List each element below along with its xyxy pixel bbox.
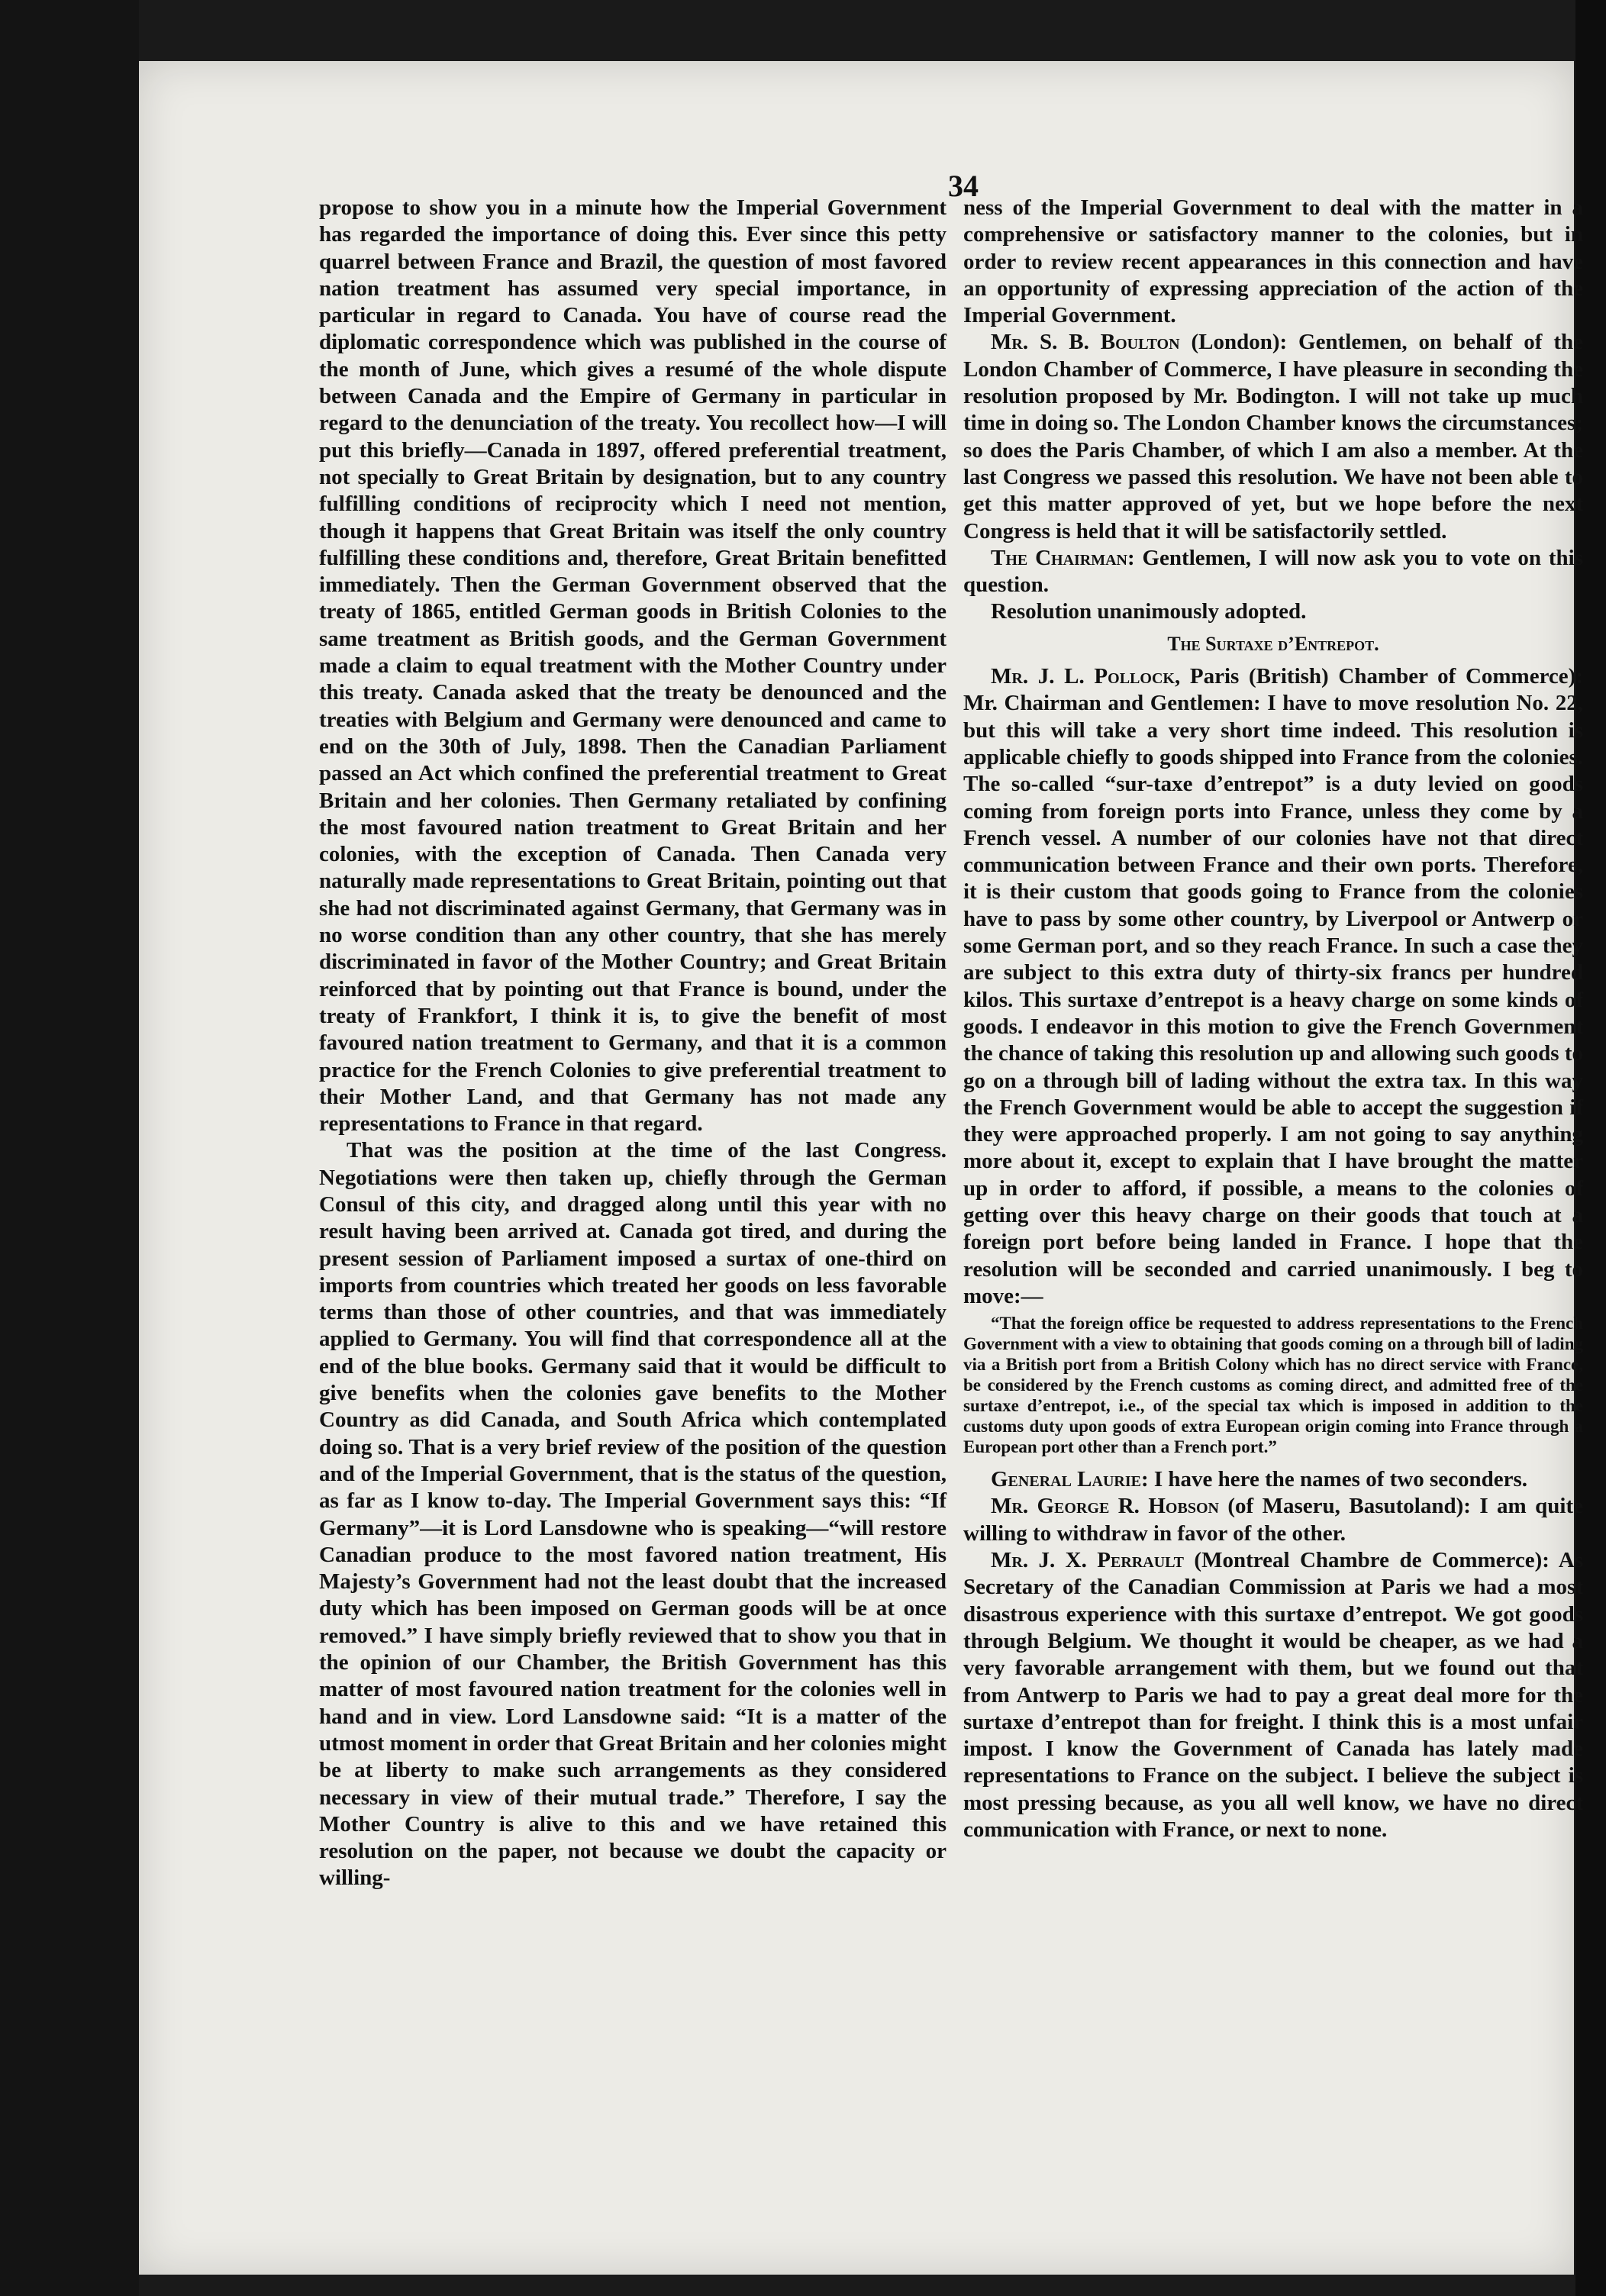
right-column [963,195,1583,1843]
paragraph [963,1493,1583,1547]
paragraph [963,1466,1583,1493]
speech-text: (London): Gentlemen, on behalf of the London Chamber of Commerce, I have pleasure in seconding the resolution proposed by Mr. Bodington. I will not take up much time in doing so. The London Chamber knows the circumstances; so does the Paris Chamber, of which I am also a member. At the last Congress we passed this resolution. We have not been able to get this matter approved of yet, but we hope before the next Congress is held that it will be satisfactorily settled. [963,330,1583,543]
paragraph: Resolution unanimously adopted. [991,599,1307,624]
speech-text: , Paris (British) Chamber of Commerce): Mr. Chairman and Gentlemen: I have to move resolution No. 22, but this will take a very short time indeed. This resolution is applicable chiefly to goods shipped into France from the colonies. The so-called “sur-taxe d’entrepot” is a duty levied on goods coming from foreign ports into France, unless they come by a French vessel. A number of our colonies have not that direct communication between France and their own ports. Therefore, it is their custom that goods going to France from the colonies have to pass by some other country, by Liverpool or Antwerp or some German port, and so they reach France. In such a case they are subject to this extra duty of thirty-six francs per hundred kilos. This surtaxe d’entrepot is a heavy charge on some kinds of goods. I endeavor in this motion to give the French Government the chance of taking this resolution up and allowing such goods to go on a through bill of lading without the extra tax. In this way the French Government would be able to accept the suggestion if they were approached properly. I am not going to say anything more about it, except to explain that I have brought the matter up in order to afford, if possible, a means to the colonies of getting over this heavy charge on their goods that touch at a foreign port before being landed in France. I hope that the resolution will be seconded and carried unanimously. I beg to move:— [963,664,1583,1308]
scan-border-left [0,0,139,2296]
left-column [319,195,947,1892]
speaker-name: General Laurie [991,1467,1141,1492]
speaker-name: Mr. J. L. Pollock [991,664,1175,689]
paragraph [963,1547,1583,1843]
resolution-quote: “That the foreign office be requested to address representations to the French Government with a view to obtaining that goods coming on a through bill of lading via a British port from a British Colony which has no direct service with France, be considered by the French customs as coming direct, and admitted free of the surtaxe d’entrepot, i.e., of the special tax which is imposed in addition to the customs duty upon goods of extra European origin coming into France through a European port other than a French port.” [963,1314,1583,1457]
section-heading: The Surtaxe d’Entrepot. [1167,632,1379,655]
speech-text: (Montreal Chambre de Commerce): As Secretary of the Canadian Commission at Paris we had a most disastrous experience with this surtaxe d’entrepot. We got goods through Belgium. We thought it would be cheaper, as we had a very favorable arrangement with them, but we found out that from Antwerp to Paris we had to pay a great deal more for the surtaxe d’entrepot than for freight. I think this is a most unfair impost. I know the Government of Canada has lately made representations to France on the subject. I believe the subject is most pressing because, as you all well know, we have no direct communication with France, or next to none. [963,1548,1583,1843]
paragraph: propose to show you in a minute how the Imperial Government has regarded the importance of doing this. Ever since this petty quarrel between France and Brazil, the question of most favored nation treatment has assumed very special importance, in particular in regard to Canada. You have of course read the diplomatic correspondence which was published in the course of the month of June, which gives a resumé of the whole dispute between Canada and the Empire of Germany in particular in regard to the denunciation of the treaty. You recollect how—I will put this briefly—Canada in 1897, offered preferential treatment, not specially to Great Britain by designation, but to any country fulfilling conditions of reciprocity which I need not mention, though it happens that Great Britain was itself the only country fulfilling these conditions and, therefore, Great Britain benefitted immediately. Then the German Government observed that the treaty of 1865, entitled German goods in British Colonies to the same treatment as British goods, and the German Government made a claim to equal treatment with the Mother Country under this treaty. Canada asked that the treaty be denounced and the treaties with Belgium and Germany were denounced and came to end on the 30th of July, 1898. Then the Canadian Parliament passed an Act which confined the preferential treatment to Great Britain and her colonies. Then Germany retaliated by confining the most favoured nation treatment to Great Britain and her colonies, with the exception of Canada. Then Canada very naturally made representations to Great Britain, pointing out that she had not discriminated against Germany, that Germany was in no worse condition than any other country, that she has merely discriminated in favor of the Mother Country; and Great Britain reinforced that by pointing out that France is bound, under the treaty of Frankfort, I think it is, to give the benefit of most favoured nation treatment to Germany, and that it is a common practice for the French Colonies to give preferential treatment to their Mother Land, and that Germany has not made any representations to France in that regard. [319,195,947,1137]
speaker-name: Mr. George R. Hobson [991,1494,1219,1519]
page-number: 34 [948,169,979,203]
speaker-name: Mr. S. B. Boulton [991,330,1180,355]
paragraph: That was the position at the time of the last Congress. Negotiations were then taken up, chiefly through the German Consul of this city, and dragged along until this year with no result having been arrived at. Canada got tired, and during the present session of Parliament imposed a surtax of one-third on imports from countries which treated her goods on less favorable terms than those of other countries, and that was immediately applied to Germany. You will find that correspondence all at the end of the blue books. Germany said that it would be difficult to give benefits when the colonies gave benefits to the Mother Country as did Canada, and South Africa which contemplated doing so. That is a very brief review of the position of the question and of the Imperial Government, that is the status of the question, as far as I know to-day. The Imperial Government says this: “If Germany”—it is Lord Lansdowne who is speaking—“will restore Canadian produce to the most favored nation treatment, His Majesty’s Government had not the least doubt that the increased duty which has been imposed on German goods will be at once removed.” I have simply briefly reviewed that to show you that in the opinion of our Chamber, the British Government has this matter of most favoured nation treatment for the colonies well in hand and in view. Lord Lansdowne said: “It is a matter of the utmost moment in order that Great Britain and her colonies might be at liberty to make such arrangements as they considered necessary in view of their mutual trade.” Therefore, I say the Mother Country is alive to this and we have retained this resolution on the paper, not because we doubt the capacity or willing- [319,1138,947,1891]
speech-text: (of Maseru, Basutoland): I am quite willing to withdraw in favor of the other. [963,1494,1583,1546]
paragraph: ness of the Imperial Government to deal with the matter in a comprehensive or satisfactory manner to the colonies, but in order to review recent appearances in this connection and have an opportunity of expressing appreciation of the action of the Imperial Government. [963,195,1583,328]
speaker-name: The Chairman [991,545,1128,570]
speech-text: : I have here the names of two seconders. [1140,1467,1528,1492]
paragraph [963,545,1583,599]
speech-text: : Gentlemen, I will now ask you to vote on this question. [963,545,1583,598]
paragraph [963,329,1583,544]
speaker-name: Mr. J. X. Perrault [991,1548,1184,1573]
paragraph [963,663,1583,1310]
